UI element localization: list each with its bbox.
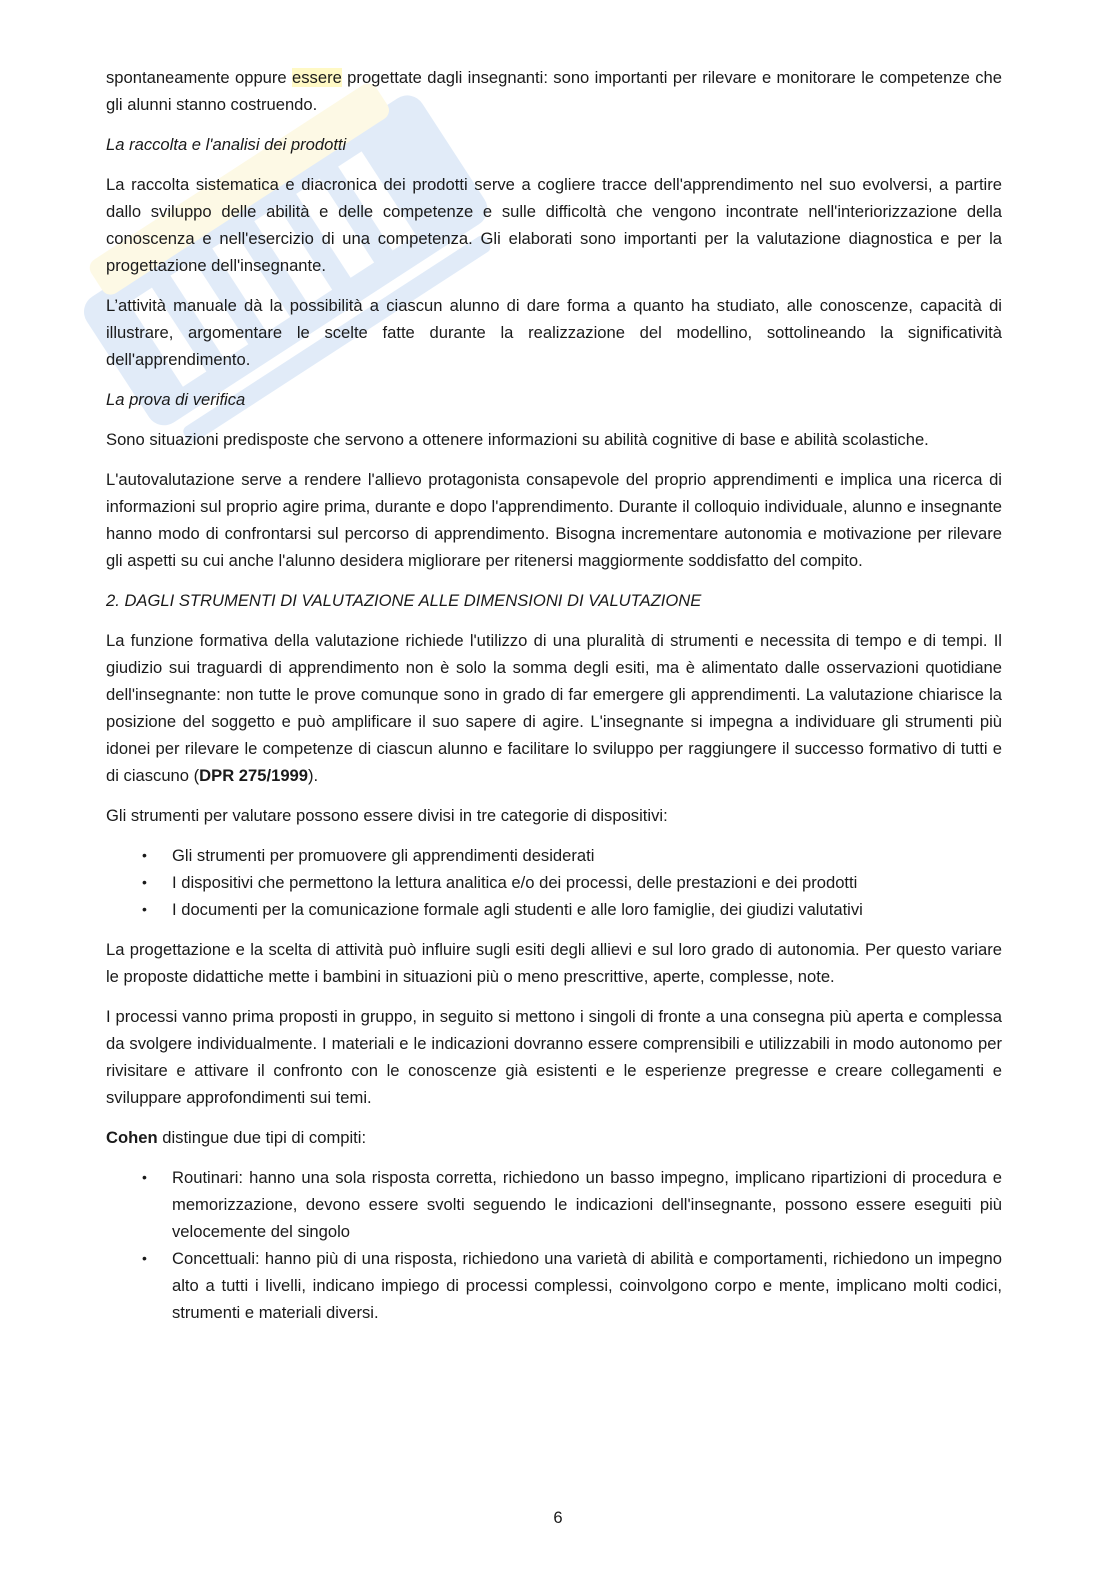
bullet-icon: •: [142, 1250, 147, 1266]
page-number: 6: [553, 1508, 563, 1527]
list-strumenti: [106, 842, 1002, 923]
list-item: • Routinari: hanno una sola risposta corretta, richiedono un basso impegno, implicano ripartizioni di procedura e memorizzazione, devono essere svolti seguendo le indicazioni dell'insegnante, possono essere eseguiti più velocemente del singolo: [106, 1164, 1002, 1245]
list-item: • Concettuali: hanno più di una risposta, richiedono una varietà di abilità e comportamenti, richiedono un impegno alto a tutti i livelli, indicano impiego di processi complessi, coinvolgono corpo e mente, implicano molti codici, strumenti e materiali diversi.: [106, 1245, 1002, 1326]
bullet-icon: •: [142, 874, 147, 890]
paragraph-funzione: La funzione formativa della valutazione richiede l'utilizzo di una pluralità di strumenti e necessita di tempo e di tempi. Il giudizio sui traguardi di apprendimento non è solo la somma degli esiti, ma è alimentato dalle osservazioni quotidiane dell'insegnante: non tutte le prove comunque sono in grado di far emergere gli apprendimenti. La valutazione chiarisce la posizione del soggetto e può amplificare il suo sapere di agire. L'insegnante si impegna a individuare gli strumenti più idonei per rilevare le competenze di ciascun alunno e facilitare lo sviluppo per raggiungere il successo formativo di tutti e di ciascuno (DPR 275/1999).: [106, 631, 1002, 785]
paragraph-attivita: L’attività manuale dà la possibilità a ciascun alunno di dare forma a quanto ha studiato, alle conoscenze, capacità di illustrare, argomentare le scelte fatte durante la realizzazione del modellino, sottolineando la significatività dell'apprendimento.: [106, 296, 1002, 369]
paragraph-autovalutazione: L'autovalutazione serve a rendere l'allievo protagonista consapevole del proprio apprendimenti e implica una ricerca di informazioni sul proprio agire prima, durante e dopo l'apprendimento. Durante il colloquio individuale, alunno e insegnante hanno modo di confrontarsi sul percorso di apprendimento. Bisogna incrementare autonomia e motivazione per rilevare gli aspetti su cui anche l'alunno desidera migliorare per ritenersi maggiormente soddisfatto del compito.: [106, 470, 1002, 570]
bullet-icon: •: [142, 901, 147, 917]
list-item: • I dispositivi che permettono la lettura analitica e/o dei processi, delle prestazioni e dei prodotti: [106, 869, 1002, 896]
list-item: • I documenti per la comunicazione formale agli studenti e alle loro famiglie, dei giudizi valutativi: [106, 896, 1002, 923]
paragraph-intro: spontaneamente oppure essere progettate dagli insegnanti: sono importanti per rilevare e monitorare le competenze che gli alunni stanno costruendo.: [106, 68, 1002, 114]
paragraph-raccolta: La raccolta sistematica e diacronica dei prodotti serve a cogliere tracce dell'apprendimento nel suo evolversi, a partire dallo sviluppo delle abilità e delle competenze e sulle difficoltà che vengono incontrate nell'interiorizzazione della conoscenza e nell'esercizio di una competenza. Gli elaborati sono importanti per la valutazione diagnostica e per la progettazione dell'insegnante.: [106, 175, 1002, 275]
paragraph-prova: Sono situazioni predisposte che servono a ottenere informazioni su abilità cognitive di base e abilità scolastiche.: [106, 430, 929, 449]
bullet-icon: •: [142, 847, 147, 863]
list-item: • Gli strumenti per promuovere gli apprendimenti desiderati: [106, 842, 1002, 869]
paragraph-processi: I processi vanno prima proposti in gruppo, in seguito si mettono i singoli di fronte a una consegna più aperta e complessa da svolgere individualmente. I materiali e le indicazioni dovranno essere comprensibili e utilizzabili in modo autonomo per rivisitare e attivare il confronto con le conoscenze già esistenti e le esperienze pregresse e creare collegamenti e sviluppare approfondimenti sui temi.: [106, 1007, 1002, 1107]
highlighted-text: essere: [292, 68, 342, 87]
subheading-raccolta: La raccolta e l'analisi dei prodotti: [106, 135, 347, 154]
document-body: [106, 64, 1002, 1339]
subheading-prova: La prova di verifica: [106, 390, 246, 409]
author-cohen: Cohen: [106, 1128, 158, 1147]
section-heading-2: 2. DAGLI STRUMENTI DI VALUTAZIONE ALLE DIMENSIONI DI VALUTAZIONE: [106, 591, 702, 610]
list-compiti: [106, 1164, 1002, 1326]
paragraph-strumenti-intro: Gli strumenti per valutare possono essere divisi in tre categorie di dispositivi:: [106, 806, 668, 825]
bullet-icon: •: [142, 1169, 147, 1185]
paragraph-cohen: Cohen distingue due tipi di compiti:: [106, 1128, 367, 1147]
paragraph-progettazione: La progettazione e la scelta di attività può influire sugli esiti degli allievi e sul loro grado di autonomia. Per questo variare le proposte didattiche mette i bambini in situazioni più o meno prescrittive, aperte, complesse, note.: [106, 940, 1002, 986]
reference-dpr: DPR 275/1999: [199, 766, 309, 785]
